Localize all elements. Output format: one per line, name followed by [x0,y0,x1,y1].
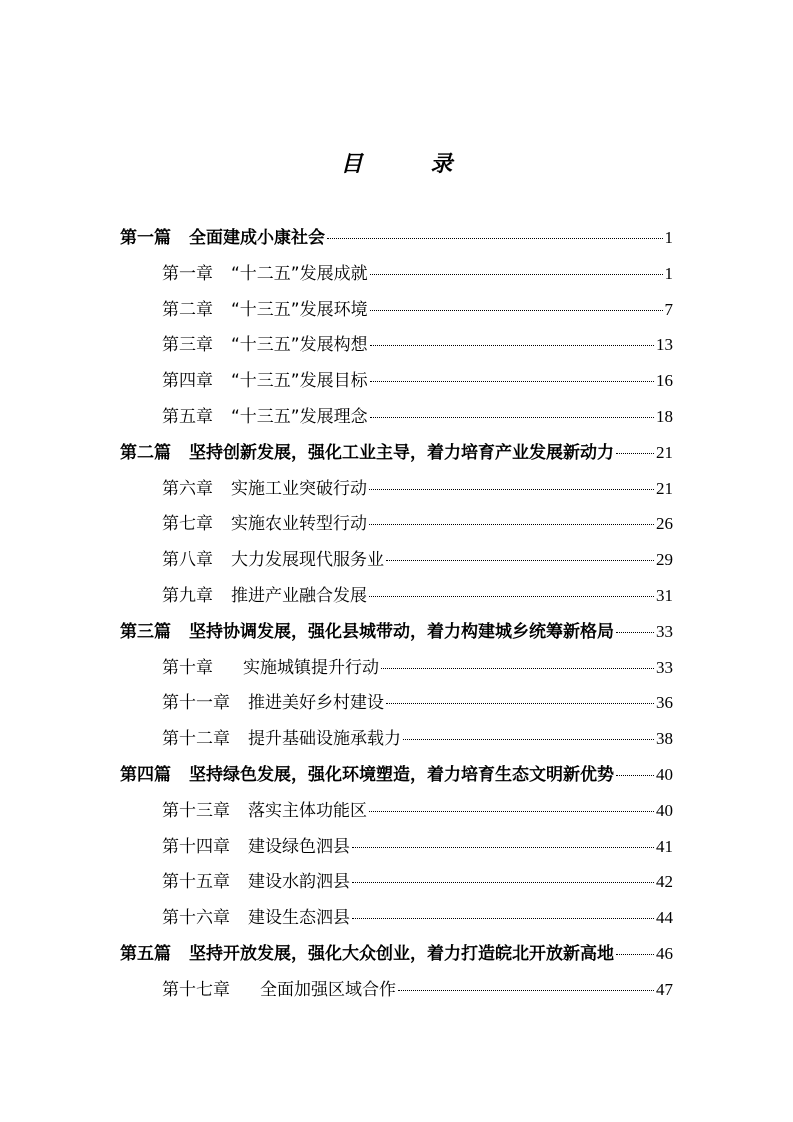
toc-page-number: 42 [656,872,673,892]
toc-entry-text [120,221,325,256]
toc-entry-title: 提升基础设施承载力 [248,729,401,750]
toc-entry-label: 第十五章 [162,872,230,893]
toc-dot-leader [369,524,654,525]
toc-entry-text [162,686,384,721]
toc-chapter-entry[interactable] [120,578,673,614]
toc-dot-leader [616,775,654,776]
toc-entry-label: 第四章 [162,371,213,392]
toc-page-number: 18 [656,406,673,426]
toc-chapter-entry[interactable] [120,650,673,686]
toc-entry-title: 坚持绿色发展，强化环境塑造，着力培育生态文明新优势 [189,764,614,785]
toc-entry-text [162,328,368,363]
toc-entry-label: 第十四章 [162,836,230,857]
toc-entry-text [162,830,350,865]
toc-entry-label: 第三篇 [120,621,171,642]
toc-entry-label: 第五章 [162,406,213,427]
toc-chapter-entry[interactable] [120,829,673,865]
toc-entry-title: 实施城镇提升行动 [243,657,379,678]
toc-entry-label: 第十章 [162,657,213,678]
toc-chapter-entry[interactable] [120,327,673,363]
toc-dot-leader [352,918,654,919]
toc-entry-title: 建设水韵泗县 [248,872,350,893]
toc-part-entry[interactable] [120,757,673,793]
toc-entry-title: 实施工业突破行动 [231,478,367,499]
toc-entry-title: 建设生态泗县 [248,908,350,929]
toc-part-entry[interactable] [120,936,673,972]
toc-entry-text [162,722,401,757]
toc-dot-leader [352,882,654,883]
toc-chapter-entry[interactable] [120,471,673,507]
toc-dot-leader [370,417,654,418]
toc-chapter-entry[interactable] [120,900,673,936]
toc-dot-leader [381,668,654,669]
toc-chapter-entry[interactable] [120,864,673,900]
toc-entry-text [162,901,350,936]
toc-entry-label: 第五篇 [120,943,171,964]
toc-entry-label: 第十六章 [162,908,230,929]
toc-entry-label: 第八章 [162,550,213,571]
toc-entry-label: 第十三章 [162,800,230,821]
toc-chapter-entry[interactable] [120,399,673,435]
toc-dot-leader [370,345,654,346]
toc-chapter-entry[interactable] [120,793,673,829]
toc-entry-title: 落实主体功能区 [248,800,367,821]
toc-dot-leader [386,560,654,561]
toc-page-number: 41 [656,836,673,856]
toc-dot-leader [370,310,663,311]
toc-page-number: 7 [664,299,673,319]
toc-page-number: 40 [656,764,673,784]
toc-page-number: 21 [656,478,673,498]
toc-page-number: 21 [656,442,673,462]
toc-entry-label: 第九章 [162,585,213,606]
toc-entry-title: 建设绿色泗县 [248,836,350,857]
toc-entry-title: “十二五”发展成就 [231,263,368,284]
toc-entry-text [162,400,368,435]
toc-entry-label: 第十七章 [162,979,230,1000]
toc-dot-leader [369,596,654,597]
toc-page-number: 31 [656,585,673,605]
toc-entry-text [162,865,350,900]
toc-title: 目 录 [340,151,483,177]
toc-entry-title: 坚持创新发展，强化工业主导，着力培育产业发展新动力 [189,442,614,463]
toc-entry-label: 第四篇 [120,764,171,785]
toc-part-entry[interactable] [120,435,673,471]
toc-entry-title: 全面建成小康社会 [189,228,325,248]
toc-page-number: 36 [656,693,673,713]
toc-page-number: 13 [656,335,673,355]
toc-entry-text [162,472,367,507]
toc-entry-text [120,758,614,793]
toc-entry-text [162,364,368,399]
toc-chapter-entry[interactable] [120,292,673,328]
toc-entry-label: 第一章 [162,263,213,284]
toc-page-number: 44 [656,908,673,928]
table-of-contents [120,220,673,1008]
toc-entry-title: 坚持协调发展，强化县城带动，着力构建城乡统筹新格局 [189,621,614,642]
toc-part-entry[interactable] [120,220,673,256]
toc-entry-title: 推进美好乡村建设 [248,693,384,714]
toc-chapter-entry[interactable] [120,363,673,399]
toc-chapter-entry[interactable] [120,721,673,757]
toc-chapter-entry[interactable] [120,506,673,542]
toc-entry-label: 第二章 [162,299,213,320]
toc-chapter-entry[interactable] [120,685,673,721]
toc-page-number: 16 [656,371,673,391]
toc-dot-leader [370,274,663,275]
toc-entry-text [120,937,614,972]
toc-entry-title: “十三五”发展理念 [231,406,368,427]
toc-page-number: 33 [656,621,673,641]
toc-dot-leader [386,703,654,704]
toc-entry-text [162,651,379,686]
toc-entry-text [120,436,614,471]
toc-entry-text [162,543,384,578]
toc-page-number: 38 [656,729,673,749]
toc-dot-leader [352,847,654,848]
toc-part-entry[interactable] [120,614,673,650]
toc-entry-label: 第七章 [162,514,213,535]
toc-entry-title: 推进产业融合发展 [231,585,367,606]
toc-page-number: 26 [656,514,673,534]
toc-dot-leader [327,238,663,239]
toc-entry-label: 第十二章 [162,729,230,750]
toc-entry-title: “十三五”发展目标 [231,371,368,392]
toc-entry-text [162,973,396,1008]
toc-page-number: 40 [656,800,673,820]
toc-dot-leader [616,954,654,955]
toc-dot-leader [616,632,654,633]
toc-dot-leader [403,739,654,740]
toc-entry-text [162,257,368,292]
toc-entry-label: 第一篇 [120,228,171,248]
toc-entry-text [162,293,368,328]
toc-entry-text [162,794,367,829]
toc-entry-text [120,615,614,650]
toc-page-number: 46 [656,943,673,963]
toc-entry-label: 第三章 [162,335,213,356]
toc-entry-label: 第十一章 [162,693,230,714]
toc-entry-title: “十三五”发展构想 [231,335,368,356]
toc-page-number: 47 [656,979,673,999]
toc-page-number: 33 [656,657,673,677]
toc-page-number: 1 [664,263,673,283]
toc-dot-leader [398,990,654,991]
toc-chapter-entry[interactable] [120,972,673,1008]
toc-page-number: 29 [656,550,673,570]
toc-dot-leader [370,381,654,382]
toc-dot-leader [369,811,654,812]
toc-entry-title: 大力发展现代服务业 [231,550,384,571]
toc-page-number: 1 [664,228,673,247]
toc-entry-title: 实施农业转型行动 [231,514,367,535]
toc-chapter-entry[interactable] [120,256,673,292]
toc-entry-label: 第六章 [162,478,213,499]
toc-entry-label: 第二篇 [120,442,171,463]
toc-entry-text [162,507,367,542]
toc-dot-leader [616,453,654,454]
toc-entry-title: “十三五”发展环境 [231,299,368,320]
toc-entry-title: 全面加强区域合作 [260,979,396,1000]
toc-chapter-entry[interactable] [120,542,673,578]
toc-dot-leader [369,489,654,490]
toc-entry-title: 坚持开放发展，强化大众创业，着力打造皖北开放新高地 [189,943,614,964]
toc-entry-text [162,579,367,614]
